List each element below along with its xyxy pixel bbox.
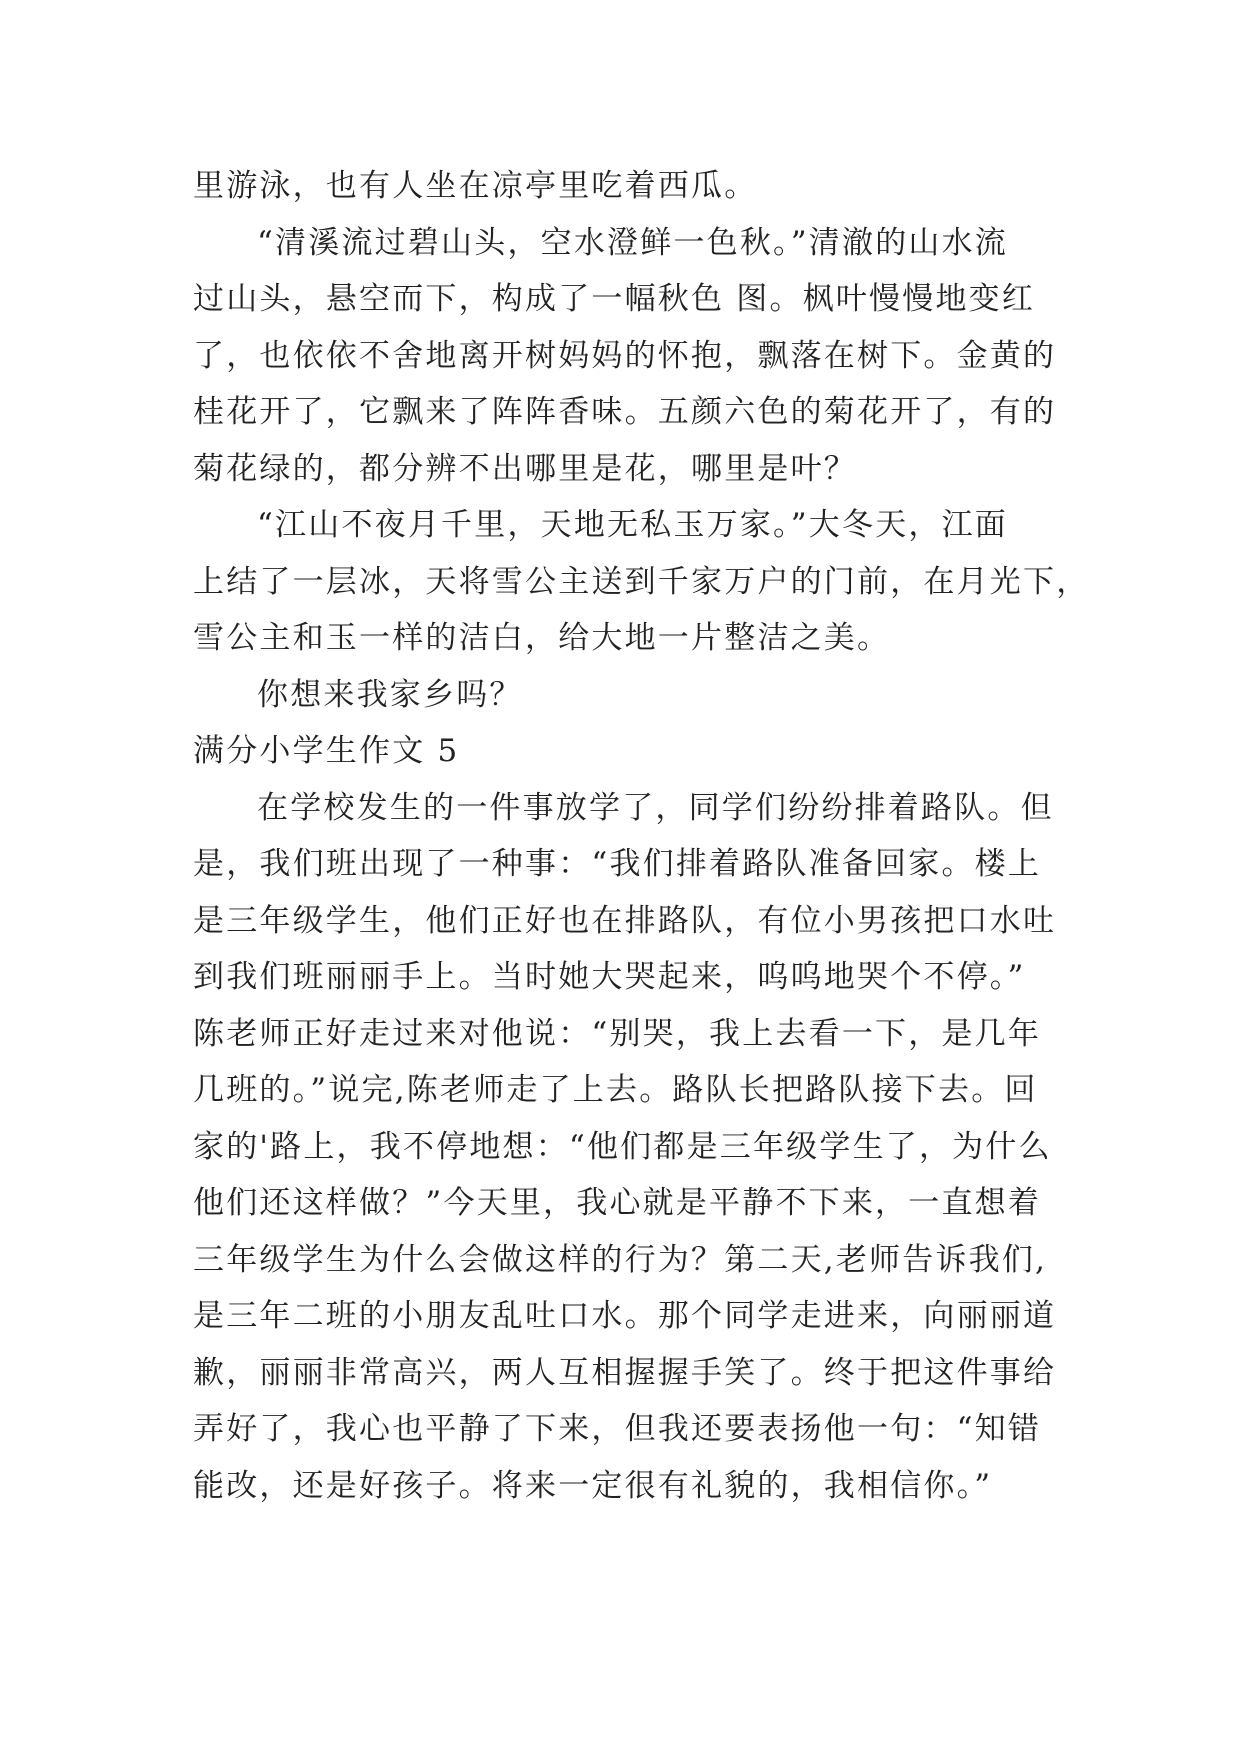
text-line: 弄好了，我心也平静了下来，但我还要表扬他一句：“知错 xyxy=(193,1411,1042,1447)
text-line: 家的'路上，我不停地想：“他们都是三年级学生了，为什么 xyxy=(193,1128,1052,1165)
text-line: 三年级学生为什么会做这样的行为？第二天,老师告诉我们, xyxy=(193,1241,1048,1278)
text-line: “清溪流过碧山头，空水澄鲜一色秋。”清澈的山水流 xyxy=(257,224,1008,261)
text-line: 菊花绿的，都分辨不出哪里是花，哪里是叶？ xyxy=(193,450,857,487)
text-line: 是三年二班的小朋友乱吐口水。那个同学走进来，向丽丽道 xyxy=(193,1298,1057,1334)
section-heading: 满分小学生作文 5 xyxy=(193,733,460,769)
text-line: 能改，还是好孩子。将来一定很有礼貌的，我相信你。” xyxy=(193,1467,993,1504)
text-line: 陈老师正好走过来对他说：“别哭，我上去看一下，是几年 xyxy=(193,1015,1042,1052)
text-line: 里游泳，也有人坐在凉亭里吃着西瓜。 xyxy=(193,168,758,204)
text-line: 是三年级学生，他们正好也在排路队，有位小男孩把口水吐 xyxy=(193,902,1057,939)
text-line: 了，也依依不舍地离开树妈妈的怀抱，飘落在树下。金黄的 xyxy=(193,337,1057,374)
text-line: 上结了一层冰，天将雪公主送到千家万户的门前，在月光下， xyxy=(193,563,1090,600)
text-line: 几班的。”说完,陈老师走了上去。路队长把路队接下去。回 xyxy=(193,1072,1038,1108)
text-line: 过山头，悬空而下，构成了一幅秋色 图。枫叶慢慢地变红 xyxy=(193,281,1036,317)
text-line: “江山不夜月千里，天地无私玉万家。”大冬天，江面 xyxy=(257,507,1008,543)
text-line: 雪公主和玉一样的洁白，给大地一片整洁之美。 xyxy=(193,620,891,656)
text-line: 桂花开了，它飘来了阵阵香味。五颜六色的菊花开了，有的 xyxy=(193,394,1057,430)
text-line: 在学校发生的一件事放学了，同学们纷纷排着路队。但 xyxy=(257,789,1054,826)
text-line: 到我们班丽丽手上。当时她大哭起来，呜呜地哭个不停。” xyxy=(193,959,1026,995)
text-line: 歉，丽丽非常高兴，两人互相握握手笑了。终于把这件事给 xyxy=(193,1354,1057,1391)
text-line: 是，我们班出现了一种事：“我们排着路队准备回家。楼上 xyxy=(193,846,1042,882)
text-line: 你想来我家乡吗？ xyxy=(257,676,523,713)
text-line: 他们还这样做？”今天里，我心就是平静不下来，一直想着 xyxy=(193,1185,1042,1221)
document-body xyxy=(193,158,1090,1514)
